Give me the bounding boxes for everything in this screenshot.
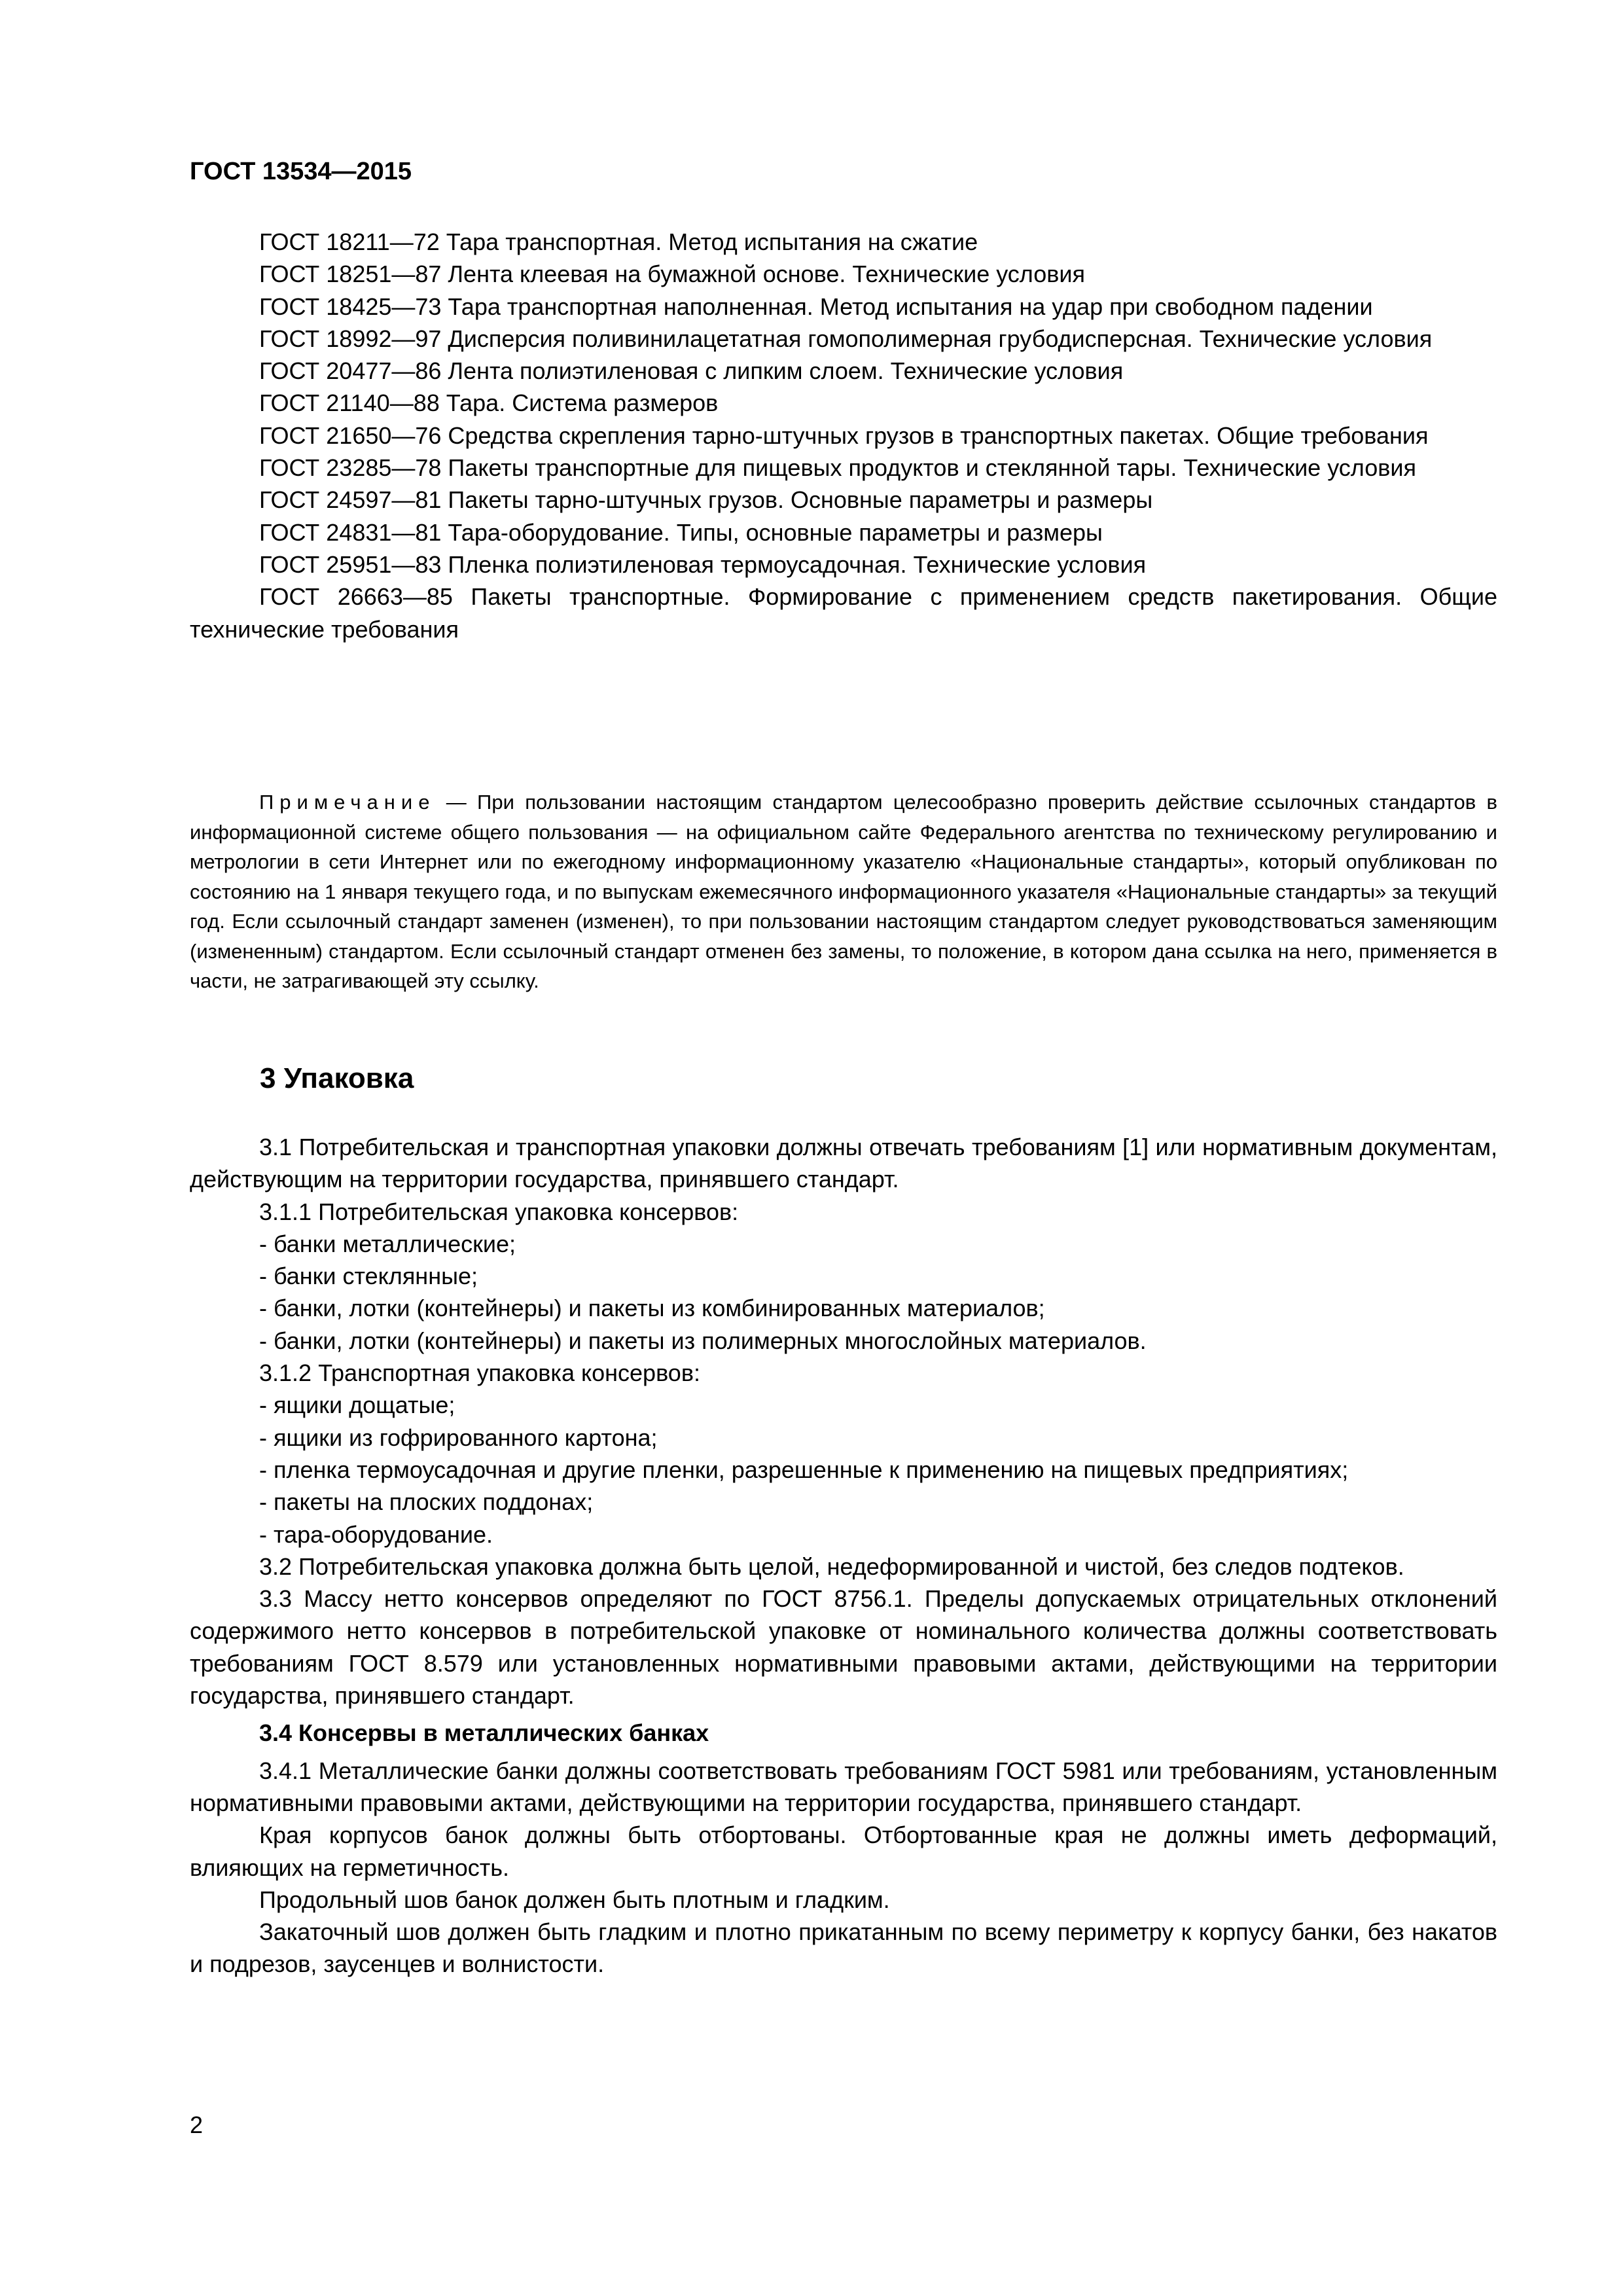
paragraph-3-2: 3.2 Потребительская упаковка должна быть целой, недеформированной и чистой, без следов подтеков. bbox=[259, 1552, 1404, 1580]
note-label: Примечание bbox=[259, 791, 436, 814]
list-item: - ящики из гофрированного картона; bbox=[259, 1424, 658, 1451]
list-item: - ящики дощатые; bbox=[259, 1391, 455, 1419]
paragraph-3-1-2: 3.1.2 Транспортная упаковка консервов: bbox=[259, 1359, 700, 1387]
list-item: - банки металлические; bbox=[259, 1230, 516, 1257]
paragraph-3-4-1: 3.4.1 Металлические банки должны соответствовать требованиям ГОСТ 5981 или требованиям, установленным нормативными правовыми актами, действующими на территории государства, принявшего стандарт. bbox=[190, 1757, 1497, 1816]
document-header: ГОСТ 13534—2015 bbox=[190, 158, 412, 185]
list-item: - банки, лотки (контейнеры) и пакеты из полимерных многослойных материалов. bbox=[259, 1327, 1147, 1354]
list-item: - тара-оборудование. bbox=[259, 1520, 493, 1548]
note-paragraph bbox=[190, 787, 1497, 996]
reference-item: ГОСТ 23285—78 Пакеты транспортные для пищевых продуктов и стеклянной тары. Технические условия bbox=[259, 454, 1416, 482]
reference-item: ГОСТ 24597—81 Пакеты тарно-штучных грузов. Основные параметры и размеры bbox=[259, 486, 1153, 514]
reference-item: ГОСТ 20477—86 Лента полиэтиленовая с липким слоем. Технические условия bbox=[259, 357, 1124, 385]
paragraph-3-1-1: 3.1.1 Потребительская упаковка консервов: bbox=[259, 1198, 739, 1225]
reference-item: ГОСТ 18992—97 Дисперсия поливинилацетатная гомополимерная грубодисперсная. Технические условия bbox=[259, 325, 1433, 352]
paragraph-seam: Продольный шов банок должен быть плотным и гладким. bbox=[259, 1886, 890, 1913]
section-body bbox=[190, 1131, 1497, 1981]
reference-item: ГОСТ 18251—87 Лента клеевая на бумажной основе. Технические условия bbox=[259, 260, 1085, 288]
reference-item: ГОСТ 21140—88 Тара. Система размеров bbox=[259, 389, 719, 417]
list-item: - банки, лотки (контейнеры) и пакеты из комбинированных материалов; bbox=[259, 1295, 1045, 1322]
section-title: 3 Упаковка bbox=[260, 1062, 414, 1094]
note-block bbox=[190, 787, 1497, 996]
reference-item: ГОСТ 26663—85 Пакеты транспортные. Формирование с применением средств пакетирования. Общие технические требования bbox=[190, 583, 1497, 643]
normative-references-list bbox=[190, 226, 1497, 645]
list-item: - пакеты на плоских поддонах; bbox=[259, 1488, 594, 1516]
reference-item: ГОСТ 18425—73 Тара транспортная наполненная. Метод испытания на удар при свободном падении bbox=[259, 293, 1373, 320]
note-text: — При пользовании настоящим стандартом целесообразно проверить действие ссылочных стандартов в информационной системе общего пользования — на официальном сайте Федерального агентства по техническому регулированию и метрологии в сети Интернет или по ежегодному информационному указателю «Национальные стандарты», который опубликован по состоянию на 1 января текущего года, и по выпускам ежемесячного информационного указателя «Национальные стандарты» за текущий год. Если ссылочный стандарт заменен (изменен), то при пользовании настоящим стандартом следует руководствоваться заменяющим (измененным) стандартом. Если ссылочный стандарт отменен без замены, то положение, в котором дана ссылка на него, применяется в части, не затрагивающей эту ссылку. bbox=[190, 791, 1497, 992]
paragraph-double-seam: Закаточный шов должен быть гладким и плотно прикатанным по всему периметру к корпусу банки, без накатов и подрезов, заусенцев и волнистости. bbox=[190, 1918, 1497, 1978]
reference-item: ГОСТ 25951—83 Пленка полиэтиленовая термоусадочная. Технические условия bbox=[259, 550, 1147, 578]
reference-item: ГОСТ 24831—81 Тара-оборудование. Типы, основные параметры и размеры bbox=[259, 518, 1103, 546]
reference-item: ГОСТ 18211—72 Тара транспортная. Метод испытания на сжатие bbox=[259, 228, 978, 255]
reference-item: ГОСТ 21650—76 Средства скрепления тарно-штучных грузов в транспортных пакетах. Общие требования bbox=[259, 422, 1429, 449]
list-item: - пленка термоусадочная и другие пленки, разрешенные к применению на пищевых предприятиях; bbox=[259, 1456, 1349, 1483]
paragraph-edges: Края корпусов банок должны быть отбортованы. Отбортованные края не должны иметь деформаций, влияющих на герметичность. bbox=[190, 1821, 1497, 1881]
paragraph-3-1: 3.1 Потребительская и транспортная упаковки должны отвечать требованиям [1] или нормативным документам, действующим на территории государства, принявшего стандарт. bbox=[190, 1134, 1497, 1193]
page-number: 2 bbox=[190, 2111, 204, 2138]
paragraph-3-3: 3.3 Массу нетто консервов определяют по ГОСТ 8756.1. Пределы допускаемых отрицательных отклонений содержимого нетто консервов в потребительской упаковке от номинального количества должны соответствовать требованиям ГОСТ 8.579 или установленных нормативными правовыми актами, действующими на территории государства, принявшего стандарт. bbox=[190, 1585, 1497, 1710]
subsection-heading-3-4: 3.4 Консервы в металлических банках bbox=[259, 1719, 709, 1747]
list-item: - банки стеклянные; bbox=[259, 1263, 478, 1290]
